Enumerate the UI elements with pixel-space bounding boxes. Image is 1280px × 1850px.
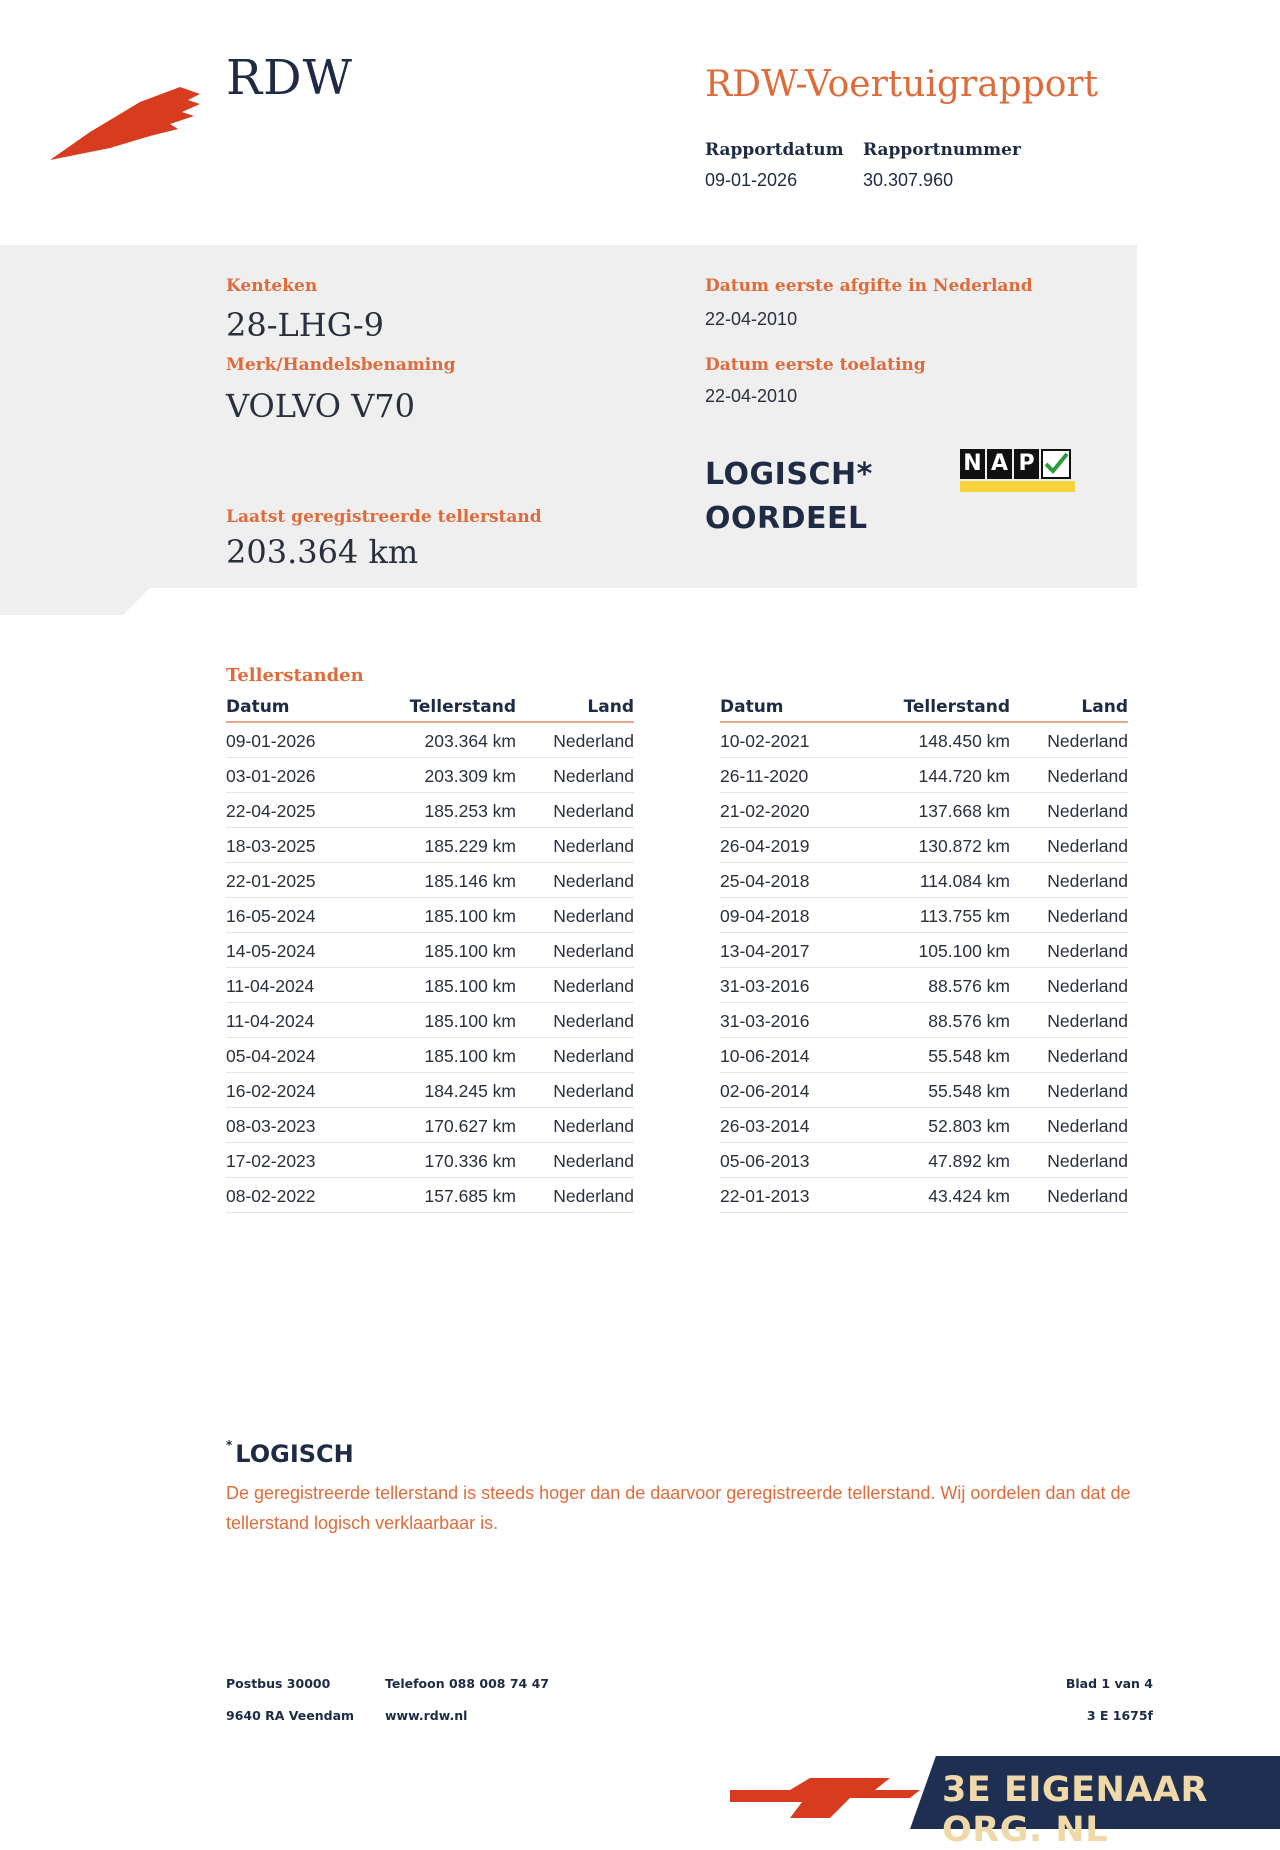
reading-country: Nederland (553, 1151, 634, 1171)
reading-date: 21-02-2020 (720, 801, 810, 821)
table-row (226, 758, 634, 793)
reading-date: 25-04-2018 (720, 871, 810, 891)
reading-km: 185.229 km (424, 836, 516, 856)
reading-km: 185.146 km (424, 871, 516, 891)
table-row (226, 968, 634, 1003)
table-header (226, 692, 634, 723)
footer-page: Blad 1 van 4 (1065, 1676, 1153, 1691)
nap-logo (960, 449, 1075, 494)
reading-date: 26-03-2014 (720, 1116, 810, 1136)
table-row (226, 1073, 634, 1108)
reading-date: 31-03-2016 (720, 1011, 810, 1031)
reading-country: Nederland (553, 766, 634, 786)
report-date-label: Rapportdatum (705, 140, 844, 160)
readings-table-left (226, 692, 634, 1213)
table-row (720, 933, 1128, 968)
reading-country: Nederland (1047, 801, 1128, 821)
plate-label: Kenteken (226, 276, 318, 296)
reading-country: Nederland (1047, 871, 1128, 891)
reading-km: 55.548 km (928, 1081, 1010, 1101)
reading-km: 43.424 km (928, 1186, 1010, 1206)
reading-date: 08-02-2022 (226, 1186, 316, 1206)
reading-km: 105.100 km (918, 941, 1010, 961)
make-label: Merk/Handelsbenaming (226, 355, 456, 375)
table-row (226, 898, 634, 933)
reading-date: 16-05-2024 (226, 906, 316, 926)
reading-km: 114.084 km (919, 871, 1010, 891)
reading-country: Nederland (1047, 906, 1128, 926)
header-country: Land (1081, 697, 1128, 717)
table-row (226, 863, 634, 898)
report-date: 09-01-2026 (705, 170, 798, 190)
reading-country: Nederland (553, 941, 634, 961)
reading-date: 22-01-2013 (720, 1186, 810, 1206)
header-country: Land (587, 697, 634, 717)
reading-country: Nederland (1047, 1081, 1128, 1101)
brand-name: RDW (226, 50, 353, 106)
first-nl-date: 22-04-2010 (705, 309, 798, 329)
reading-country: Nederland (553, 801, 634, 821)
reading-country: Nederland (1047, 1046, 1128, 1066)
table-row (226, 793, 634, 828)
reading-date: 26-11-2020 (720, 766, 809, 786)
table-row (226, 1178, 634, 1213)
header-date: Datum (720, 697, 784, 717)
table-row (226, 828, 634, 863)
reading-km: 148.450 km (918, 731, 1010, 751)
table-row (226, 1143, 634, 1178)
reading-km: 185.100 km (424, 1046, 516, 1066)
table-row (226, 1108, 634, 1143)
table-row (720, 1143, 1128, 1178)
reading-date: 09-04-2018 (720, 906, 810, 926)
reading-country: Nederland (1047, 1116, 1128, 1136)
reading-km: 55.548 km (928, 1046, 1010, 1066)
reading-date: 05-04-2024 (226, 1046, 316, 1066)
table-row (720, 1073, 1128, 1108)
reading-km: 185.100 km (424, 941, 516, 961)
nap-yellow-bar (960, 481, 1075, 492)
table-row (720, 793, 1128, 828)
table-row (226, 1038, 634, 1073)
reading-country: Nederland (1047, 1151, 1128, 1171)
reading-date: 22-01-2025 (226, 871, 316, 891)
reading-km: 203.309 km (424, 766, 516, 786)
note-title-text: LOGISCH (235, 1440, 354, 1468)
report-number-label: Rapportnummer (863, 140, 1021, 160)
nap-letter-p: P (1014, 449, 1039, 479)
reading-km: 203.364 km (424, 731, 516, 751)
table-row (720, 1038, 1128, 1073)
reading-km: 170.336 km (424, 1151, 516, 1171)
reading-date: 10-06-2014 (720, 1046, 810, 1066)
table-row (720, 723, 1128, 758)
reading-country: Nederland (553, 976, 634, 996)
reading-country: Nederland (553, 871, 634, 891)
reading-date: 17-02-2023 (226, 1151, 316, 1171)
reading-km: 47.892 km (928, 1151, 1010, 1171)
table-row (226, 723, 634, 758)
reading-date: 10-02-2021 (720, 731, 810, 751)
reading-country: Nederland (1047, 1011, 1128, 1031)
reading-km: 88.576 km (928, 1011, 1010, 1031)
reading-date: 18-03-2025 (226, 836, 316, 856)
table-row (720, 758, 1128, 793)
rdw-logo-icon (50, 82, 205, 164)
table-row (226, 933, 634, 968)
table-row (720, 1108, 1128, 1143)
verdict-line-2: OORDEEL (705, 501, 868, 536)
reading-date: 03-01-2026 (226, 766, 316, 786)
footer-website[interactable]: www.rdw.nl (385, 1708, 468, 1723)
note-marker: * (226, 1438, 233, 1452)
footer-po-box: Postbus 30000 (226, 1676, 331, 1691)
reading-date: 26-04-2019 (720, 836, 810, 856)
reading-country: Nederland (553, 836, 634, 856)
reading-km: 130.872 km (918, 836, 1010, 856)
reading-date: 14-05-2024 (226, 941, 316, 961)
readings-table-right (720, 692, 1128, 1213)
header-date: Datum (226, 697, 290, 717)
footer-code: 3 E 1675f (1086, 1708, 1153, 1723)
reading-country: Nederland (553, 1046, 634, 1066)
reading-km: 113.755 km (919, 906, 1010, 926)
footer-phone: Telefoon 088 008 74 47 (385, 1676, 550, 1691)
reading-km: 185.100 km (424, 976, 516, 996)
reading-date: 11-04-2024 (226, 976, 315, 996)
table-row (720, 1178, 1128, 1213)
table-row (226, 1003, 634, 1038)
reading-country: Nederland (553, 731, 634, 751)
table-row (720, 898, 1128, 933)
last-reading-label: Laatst geregistreerde tellerstand (226, 507, 542, 527)
table-row (720, 968, 1128, 1003)
last-reading-value: 203.364 km (226, 533, 419, 571)
report-number: 30.307.960 (863, 170, 954, 190)
table-header (720, 692, 1128, 723)
header-km: Tellerstand (903, 697, 1010, 717)
red-stripes-icon (730, 1774, 930, 1824)
reading-date: 22-04-2025 (226, 801, 316, 821)
footer-postal-city: 9640 RA Veendam (226, 1708, 355, 1723)
reading-country: Nederland (553, 1011, 634, 1031)
reading-km: 184.245 km (424, 1081, 516, 1101)
verdict-line-1: LOGISCH* (705, 457, 873, 492)
reading-country: Nederland (1047, 836, 1128, 856)
note-text: De geregistreerde tellerstand is steeds hoger dan de daarvoor geregistreerde tellerstand. Wij oordelen dan dat de tellerstand logisch verklaarbaar is. (226, 1483, 1131, 1533)
reading-date: 11-04-2024 (226, 1011, 315, 1031)
nap-letter-n: N (960, 449, 985, 479)
reading-date: 31-03-2016 (720, 976, 810, 996)
reading-date: 09-01-2026 (226, 731, 316, 751)
reading-country: Nederland (553, 906, 634, 926)
reading-km: 52.803 km (928, 1116, 1010, 1136)
reading-km: 185.100 km (424, 906, 516, 926)
note-title (226, 1440, 354, 1468)
nap-letter-a: A (987, 449, 1012, 479)
reading-country: Nederland (1047, 766, 1128, 786)
readings-title: Tellerstanden (226, 665, 364, 686)
reading-km: 185.253 km (424, 801, 516, 821)
reading-km: 170.627 km (424, 1116, 516, 1136)
reading-km: 144.720 km (918, 766, 1010, 786)
table-row (720, 1003, 1128, 1038)
reading-date: 08-03-2023 (226, 1116, 316, 1136)
reading-km: 137.668 km (918, 801, 1010, 821)
reading-km: 157.685 km (424, 1186, 516, 1206)
vehicle-info-panel (0, 245, 1137, 588)
reading-date: 05-06-2013 (720, 1151, 810, 1171)
reading-country: Nederland (1047, 941, 1128, 961)
watermark-banner (730, 1756, 1280, 1850)
table-row (720, 828, 1128, 863)
first-admission-label: Datum eerste toelating (705, 355, 926, 375)
reading-country: Nederland (553, 1116, 634, 1136)
reading-country: Nederland (553, 1081, 634, 1101)
watermark-text: 3E EIGENAAR ORG. NL (942, 1770, 1208, 1850)
make-value: VOLVO V70 (226, 387, 416, 425)
header-km: Tellerstand (409, 697, 516, 717)
plate-value: 28-LHG-9 (226, 306, 385, 344)
report-title: RDW-Voertuigrapport (705, 64, 1099, 105)
reading-country: Nederland (1047, 976, 1128, 996)
reading-country: Nederland (1047, 731, 1128, 751)
reading-km: 185.100 km (424, 1011, 516, 1031)
table-row (720, 863, 1128, 898)
reading-country: Nederland (1047, 1186, 1128, 1206)
reading-km: 88.576 km (928, 976, 1010, 996)
first-nl-label: Datum eerste afgifte in Nederland (705, 276, 1033, 296)
reading-date: 13-04-2017 (720, 941, 810, 961)
reading-date: 16-02-2024 (226, 1081, 316, 1101)
reading-date: 02-06-2014 (720, 1081, 810, 1101)
checkmark-icon (1041, 449, 1071, 479)
first-admission-date: 22-04-2010 (705, 386, 798, 406)
reading-country: Nederland (553, 1186, 634, 1206)
